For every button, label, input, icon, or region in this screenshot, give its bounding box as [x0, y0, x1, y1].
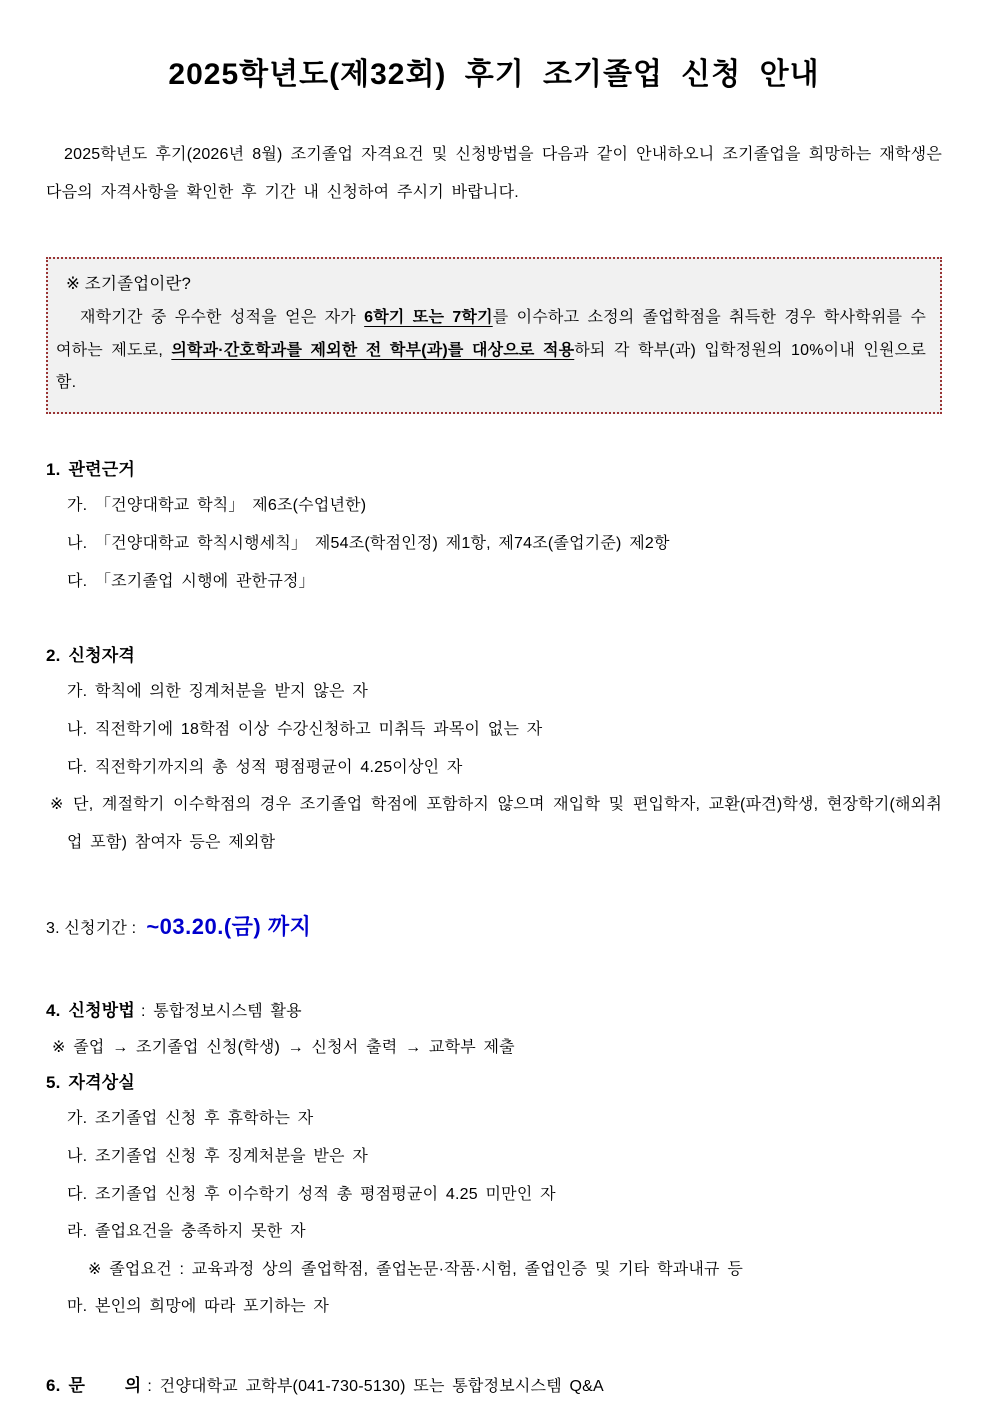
section-heading-contact — [46, 1372, 942, 1400]
list-item: 가. 「건양대학교 학칙」 제6조(수업년한) — [67, 497, 367, 515]
list-item: 마. 본인의 희망에 따라 포기하는 자 — [67, 1298, 330, 1316]
section-related-basis — [46, 456, 942, 600]
page-title: 2025학년도(제32회) 후기 조기졸업 신청 안내 — [168, 58, 820, 91]
section-heading-application-method — [46, 997, 942, 1025]
application-deadline: ~03.20.(금) 까지 — [146, 914, 312, 940]
list-item: 다. 직전학기까지의 총 성적 평점평균이 4.25이상인 자 — [67, 758, 463, 776]
info-box-underlined-semesters: 6학기 또는 7학기 — [364, 308, 493, 326]
info-box-text-1: 재학기간 중 우수한 성적을 얻은 자가 — [80, 308, 365, 326]
application-method-path-note: ※ 졸업 → 조기졸업 신청(학생) → 신청서 출력 → 교학부 제출 — [52, 1038, 515, 1056]
contact-label: 6. 문 의 — [46, 1375, 142, 1395]
eligibility-exception-note: ※ 단, 계절학기 이수학점의 경우 조기졸업 학점에 포함하지 않으며 재입학 및 편입학자, 교환(파견)학생, 현장학기(해외취업 포함) 참여자 등은 제외함 — [50, 796, 942, 851]
section-disqualification — [46, 1069, 942, 1326]
list-item: 나. 조기졸업 신청 후 징계처분을 받은 자 — [67, 1147, 369, 1165]
section-contact — [46, 1372, 942, 1400]
list-item: 라. 졸업요건을 충족하지 못한 자 — [67, 1223, 306, 1241]
section-application-method — [46, 997, 942, 1066]
section-heading-related-basis: 1. 관련근거 — [46, 460, 135, 480]
section-heading-eligibility: 2. 신청자격 — [46, 646, 135, 666]
list-item: 나. 직전학기에 18학점 이상 수강신청하고 미취득 과목이 없는 자 — [67, 720, 543, 738]
section-eligibility — [46, 642, 942, 861]
intro-paragraph: 2025학년도 후기(2026년 8월) 조기졸업 자격요건 및 신청방법을 다음과 같이 안내하오니 조기졸업을 희망하는 재학생은 다음의 자격사항을 확인한 후 기간 내 신청하여 주시기 바랍니다. — [46, 146, 942, 201]
section-heading-disqualification: 5. 자격상실 — [46, 1073, 135, 1093]
section-application-period — [46, 907, 942, 947]
application-period-label: 3. 신청기간 : — [46, 920, 137, 938]
info-box-heading: ※ 조기졸업이란? — [66, 275, 192, 294]
info-box-text-3: 하되 각 학부(과) 입학정원의 10%이내 인원으로 함. — [56, 341, 926, 392]
contact-value: : 건양대학교 교학부(041-730-5130) 또는 통합정보시스템 Q&A — [147, 1377, 604, 1395]
application-method-label: 4. 신청방법 — [46, 1000, 135, 1020]
info-box-underlined-scope: 의학과·간호학과를 제외한 전 학부(과)를 대상으로 적용 — [171, 341, 575, 359]
list-item: 다. 조기졸업 신청 후 이수학기 성적 총 평점평균이 4.25 미만인 자 — [67, 1185, 556, 1203]
list-item: 다. 「조기졸업 시행에 관한규정」 — [67, 572, 315, 590]
application-method-value: : 통합정보시스템 활용 — [141, 1002, 302, 1020]
graduation-requirements-note: ※ 졸업요건 : 교육과정 상의 졸업학점, 졸업논문·작품·시험, 졸업인증 및 기타 학과내규 등 — [88, 1260, 744, 1278]
list-item: 가. 조기졸업 신청 후 휴학하는 자 — [67, 1110, 314, 1128]
info-box-body — [56, 302, 926, 400]
list-item: 가. 학칙에 의한 징계처분을 받지 않은 자 — [67, 683, 369, 701]
early-graduation-info-box — [46, 257, 942, 414]
list-item: 나. 「건양대학교 학칙시행세칙」 제54조(학점인정) 제1항, 제74조(졸업기준) 제2항 — [67, 535, 670, 552]
info-box-text-2: 를 이수하고 소정의 졸업학점을 취득한 경우 학사학위를 수여하는 제도로, — [56, 308, 926, 359]
